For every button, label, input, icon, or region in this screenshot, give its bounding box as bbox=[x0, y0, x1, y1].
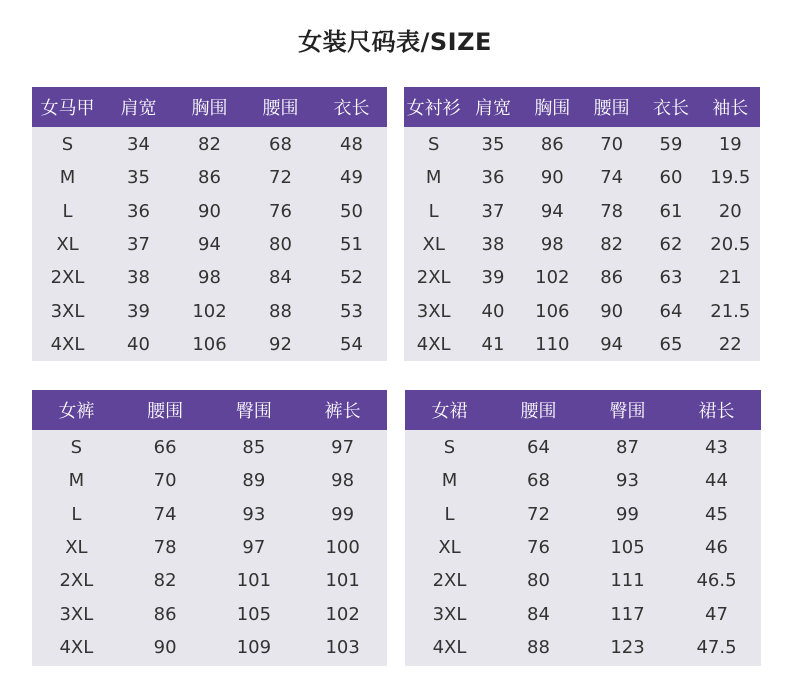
measurement-cell: 105 bbox=[236, 603, 272, 625]
measurement-cell: 43 bbox=[705, 437, 728, 459]
measurement-cell: 20.5 bbox=[710, 234, 751, 256]
table-header-row bbox=[405, 390, 761, 430]
table-row bbox=[32, 631, 387, 664]
measurement-cell: 62 bbox=[659, 234, 683, 256]
measurement-cell: 52 bbox=[340, 267, 363, 289]
measurement-cell: 86 bbox=[600, 267, 624, 289]
table-row bbox=[404, 161, 760, 194]
size-label-cell: 4XL bbox=[416, 333, 451, 355]
size-label-cell: S bbox=[427, 134, 440, 156]
measurement-cell: 37 bbox=[481, 200, 505, 222]
column-header: 臀围 bbox=[235, 401, 272, 422]
measurement-cell: 54 bbox=[340, 333, 363, 355]
measurement-cell: 63 bbox=[659, 267, 683, 289]
size-label-cell: XL bbox=[56, 234, 79, 256]
measurement-cell: 123 bbox=[610, 636, 645, 658]
table-body bbox=[404, 127, 760, 361]
measurement-cell: 106 bbox=[535, 300, 570, 322]
size-label-cell: L bbox=[444, 503, 455, 525]
measurement-cell: 40 bbox=[127, 333, 150, 355]
table-row bbox=[405, 464, 761, 497]
table-row bbox=[32, 195, 387, 228]
column-header: 女裤 bbox=[58, 401, 95, 422]
size-label-cell: S bbox=[61, 134, 74, 156]
measurement-cell: 94 bbox=[198, 234, 221, 256]
measurement-cell: 94 bbox=[540, 200, 564, 222]
measurement-cell: 46.5 bbox=[696, 570, 737, 592]
size-label-cell: M bbox=[425, 167, 442, 189]
measurement-cell: 68 bbox=[527, 470, 550, 492]
measurement-cell: 21.5 bbox=[710, 300, 751, 322]
measurement-cell: 20 bbox=[718, 200, 742, 222]
column-header: 胸围 bbox=[191, 98, 228, 119]
measurement-cell: 39 bbox=[127, 300, 150, 322]
table-header-row bbox=[32, 390, 387, 430]
measurement-cell: 68 bbox=[269, 134, 292, 156]
measurement-cell: 39 bbox=[481, 267, 505, 289]
measurement-cell: 90 bbox=[198, 200, 221, 222]
column-header: 衣长 bbox=[652, 98, 689, 119]
table-row bbox=[32, 531, 387, 564]
measurement-cell: 105 bbox=[610, 537, 645, 559]
column-header: 女裙 bbox=[431, 401, 468, 422]
measurement-cell: 98 bbox=[198, 267, 221, 289]
measurement-cell: 40 bbox=[481, 300, 505, 322]
measurement-cell: 50 bbox=[340, 200, 363, 222]
measurement-cell: 74 bbox=[600, 167, 624, 189]
table-row bbox=[32, 464, 387, 497]
column-header: 腰围 bbox=[147, 401, 184, 422]
column-header: 腰围 bbox=[262, 98, 299, 119]
table-row bbox=[32, 261, 387, 294]
table-body bbox=[405, 430, 761, 664]
measurement-cell: 88 bbox=[527, 636, 550, 658]
table-row bbox=[404, 261, 760, 294]
table-row bbox=[32, 431, 387, 464]
table-row bbox=[405, 631, 761, 664]
measurement-cell: 90 bbox=[540, 167, 564, 189]
measurement-cell: 37 bbox=[127, 234, 150, 256]
size-label-cell: M bbox=[59, 167, 76, 189]
size-label-cell: 3XL bbox=[50, 300, 85, 322]
measurement-cell: 99 bbox=[331, 503, 355, 525]
size-label-cell: 2XL bbox=[50, 267, 85, 289]
measurement-cell: 88 bbox=[269, 300, 292, 322]
size-label-cell: S bbox=[443, 437, 456, 459]
measurement-cell: 78 bbox=[153, 537, 177, 559]
column-header: 肩宽 bbox=[474, 98, 511, 119]
measurement-cell: 36 bbox=[481, 167, 505, 189]
size-label-cell: 2XL bbox=[59, 570, 94, 592]
size-label-cell: L bbox=[428, 200, 439, 222]
column-header: 胸围 bbox=[534, 98, 571, 119]
column-header: 臀围 bbox=[609, 401, 646, 422]
size-label-cell: S bbox=[70, 437, 83, 459]
measurement-cell: 97 bbox=[242, 537, 266, 559]
size-label-cell: XL bbox=[422, 234, 445, 256]
measurement-cell: 102 bbox=[535, 267, 570, 289]
table-row bbox=[32, 498, 387, 531]
size-label-cell: 3XL bbox=[432, 603, 467, 625]
table-row bbox=[405, 564, 761, 597]
measurement-cell: 35 bbox=[127, 167, 150, 189]
measurement-cell: 99 bbox=[616, 503, 639, 525]
table-body bbox=[32, 430, 387, 664]
measurement-cell: 35 bbox=[481, 134, 505, 156]
measurement-cell: 21 bbox=[718, 267, 742, 289]
measurement-cell: 76 bbox=[527, 537, 550, 559]
measurement-cell: 93 bbox=[616, 470, 639, 492]
measurement-cell: 92 bbox=[269, 333, 292, 355]
measurement-cell: 53 bbox=[340, 300, 363, 322]
size-label-cell: 4XL bbox=[432, 636, 467, 658]
table-row bbox=[405, 597, 761, 630]
shirt-size-table bbox=[404, 87, 760, 361]
table-row bbox=[404, 195, 760, 228]
measurement-cell: 98 bbox=[540, 234, 564, 256]
table-row bbox=[32, 564, 387, 597]
table-row bbox=[404, 294, 760, 327]
measurement-cell: 64 bbox=[659, 300, 683, 322]
size-label-cell: M bbox=[441, 470, 458, 492]
measurement-cell: 19.5 bbox=[710, 167, 751, 189]
measurement-cell: 111 bbox=[610, 570, 645, 592]
measurement-cell: 44 bbox=[705, 470, 728, 492]
measurement-cell: 80 bbox=[527, 570, 550, 592]
measurement-cell: 106 bbox=[192, 333, 227, 355]
size-label-cell: 3XL bbox=[59, 603, 94, 625]
measurement-cell: 34 bbox=[127, 134, 150, 156]
measurement-cell: 86 bbox=[540, 134, 564, 156]
measurement-cell: 89 bbox=[242, 470, 266, 492]
skirt-size-table bbox=[405, 390, 761, 666]
measurement-cell: 82 bbox=[153, 570, 177, 592]
page-title: 女装尺码表/SIZE bbox=[298, 28, 492, 56]
measurement-cell: 82 bbox=[600, 234, 624, 256]
table-row bbox=[404, 328, 760, 361]
measurement-cell: 36 bbox=[127, 200, 150, 222]
column-header: 裤长 bbox=[324, 401, 361, 422]
measurement-cell: 103 bbox=[325, 636, 360, 658]
measurement-cell: 78 bbox=[600, 200, 624, 222]
measurement-cell: 49 bbox=[340, 167, 363, 189]
table-row bbox=[32, 294, 387, 327]
measurement-cell: 102 bbox=[192, 300, 227, 322]
measurement-cell: 84 bbox=[527, 603, 550, 625]
measurement-cell: 90 bbox=[600, 300, 624, 322]
table-row bbox=[405, 431, 761, 464]
measurement-cell: 97 bbox=[331, 437, 355, 459]
table-header-row bbox=[32, 87, 387, 127]
size-label-cell: 3XL bbox=[416, 300, 451, 322]
size-label-cell: 4XL bbox=[59, 636, 94, 658]
table-row bbox=[404, 228, 760, 261]
measurement-cell: 70 bbox=[600, 134, 624, 156]
measurement-cell: 65 bbox=[659, 333, 683, 355]
measurement-cell: 19 bbox=[718, 134, 742, 156]
column-header: 腰围 bbox=[593, 98, 630, 119]
measurement-cell: 48 bbox=[340, 134, 363, 156]
measurement-cell: 93 bbox=[242, 503, 266, 525]
measurement-cell: 80 bbox=[269, 234, 292, 256]
size-label-cell: 4XL bbox=[50, 333, 85, 355]
measurement-cell: 59 bbox=[659, 134, 683, 156]
table-row bbox=[32, 328, 387, 361]
size-label-cell: L bbox=[62, 200, 73, 222]
vest-size-table bbox=[32, 87, 387, 361]
measurement-cell: 41 bbox=[481, 333, 505, 355]
measurement-cell: 117 bbox=[610, 603, 645, 625]
column-header: 衣长 bbox=[333, 98, 370, 119]
size-label-cell: XL bbox=[65, 537, 88, 559]
measurement-cell: 85 bbox=[242, 437, 266, 459]
column-header: 肩宽 bbox=[120, 98, 157, 119]
measurement-cell: 100 bbox=[325, 537, 360, 559]
table-row bbox=[32, 161, 387, 194]
measurement-cell: 109 bbox=[236, 636, 272, 658]
measurement-cell: 66 bbox=[153, 437, 177, 459]
column-header: 女马甲 bbox=[40, 98, 95, 119]
column-header: 女衬衫 bbox=[406, 98, 461, 119]
measurement-cell: 64 bbox=[527, 437, 550, 459]
measurement-cell: 46 bbox=[705, 537, 728, 559]
measurement-cell: 87 bbox=[616, 437, 639, 459]
measurement-cell: 47 bbox=[705, 603, 728, 625]
measurement-cell: 76 bbox=[269, 200, 292, 222]
measurement-cell: 47.5 bbox=[696, 636, 737, 658]
measurement-cell: 51 bbox=[340, 234, 363, 256]
measurement-cell: 98 bbox=[331, 470, 355, 492]
measurement-cell: 86 bbox=[153, 603, 177, 625]
measurement-cell: 61 bbox=[659, 200, 683, 222]
measurement-cell: 101 bbox=[236, 570, 272, 592]
table-body bbox=[32, 127, 387, 361]
measurement-cell: 82 bbox=[198, 134, 221, 156]
measurement-cell: 38 bbox=[127, 267, 150, 289]
measurement-cell: 45 bbox=[705, 503, 728, 525]
size-label-cell: XL bbox=[438, 537, 461, 559]
measurement-cell: 72 bbox=[269, 167, 292, 189]
table-row bbox=[32, 128, 387, 161]
measurement-cell: 110 bbox=[535, 333, 570, 355]
table-row bbox=[405, 498, 761, 531]
table-header-row bbox=[404, 87, 760, 127]
table-row bbox=[32, 228, 387, 261]
size-label-cell: 2XL bbox=[432, 570, 467, 592]
measurement-cell: 102 bbox=[325, 603, 360, 625]
table-row bbox=[32, 597, 387, 630]
measurement-cell: 60 bbox=[659, 167, 683, 189]
measurement-cell: 84 bbox=[269, 267, 292, 289]
measurement-cell: 74 bbox=[153, 503, 177, 525]
size-label-cell: 2XL bbox=[416, 267, 451, 289]
size-label-cell: M bbox=[68, 470, 85, 492]
table-row bbox=[404, 128, 760, 161]
size-label-cell: L bbox=[71, 503, 82, 525]
measurement-cell: 22 bbox=[718, 333, 742, 355]
measurement-cell: 86 bbox=[198, 167, 221, 189]
column-header: 袖长 bbox=[712, 98, 749, 119]
pants-size-table bbox=[32, 390, 387, 666]
column-header: 腰围 bbox=[520, 401, 557, 422]
column-header: 裙长 bbox=[698, 401, 735, 422]
table-row bbox=[405, 531, 761, 564]
measurement-cell: 38 bbox=[481, 234, 505, 256]
measurement-cell: 94 bbox=[600, 333, 624, 355]
measurement-cell: 72 bbox=[527, 503, 550, 525]
measurement-cell: 90 bbox=[153, 636, 177, 658]
measurement-cell: 70 bbox=[153, 470, 177, 492]
measurement-cell: 101 bbox=[325, 570, 360, 592]
